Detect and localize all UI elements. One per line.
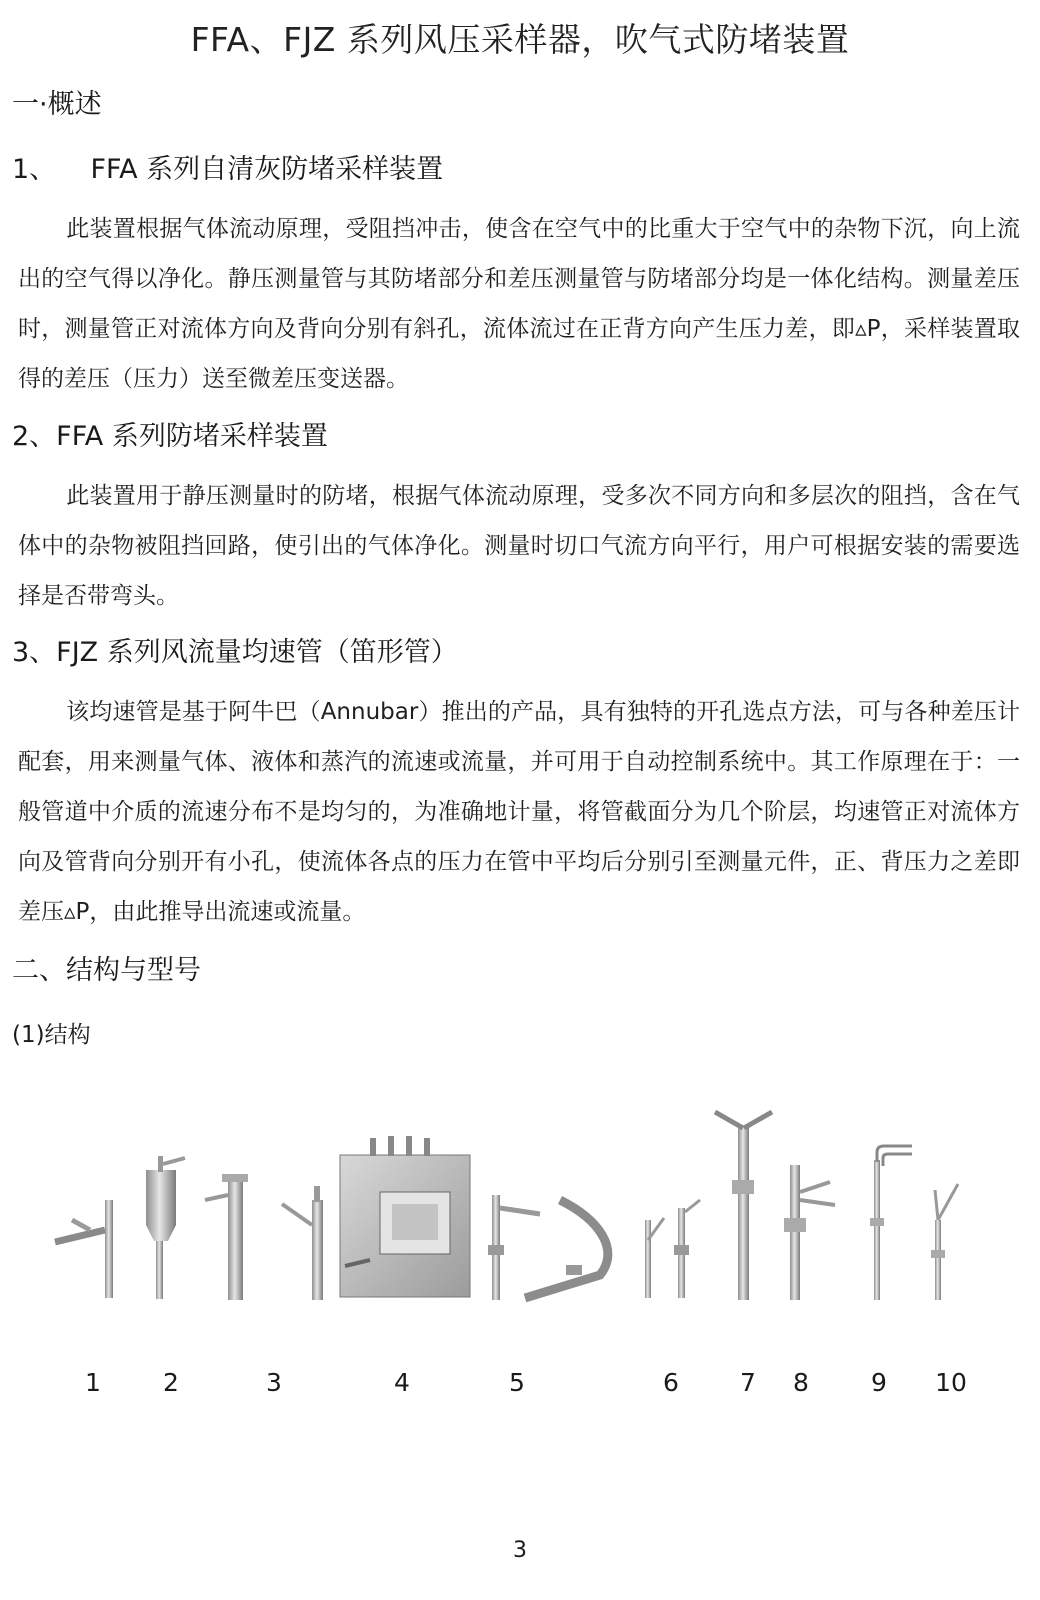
item-heading-2: 2、FFA 系列防堵采样装置 [12,421,328,452]
figure-label-3: 3 [266,1368,282,1397]
figure-label-7: 7 [740,1368,756,1397]
item-paragraph-1 [18,204,1020,404]
sampler-9-shape [870,1146,912,1300]
figure-label-1: 1 [85,1368,101,1397]
structure-subheading: (1)结构 [12,1022,91,1048]
sampler-10-shape [931,1184,958,1300]
product-illustration [0,1100,1040,1320]
figure-label-6: 6 [663,1368,679,1397]
section-heading-structure: 二、结构与型号 [12,955,201,986]
item-text-1: 此装置根据气体流动原理，受阻挡冲击，使含在空气中的比重大于空气中的杂物下沉，向上流出的空气得以净化。静压测量管与其防堵部分和差压测量管与防堵部分均是一体化结构。测量差压时，测量管正对流体方向及背向分别有斜孔，流体流过在正背方向产生压力差，即▵P，采样装置取得的差压（压力）送至微差压变送器。 [18,216,1020,392]
page-title: FFA、FJZ 系列风压采样器，吹气式防堵装置 [190,20,850,59]
page-number: 3 [513,1538,527,1563]
sampler-8-shape [784,1165,835,1300]
sampler-1-shape [55,1200,113,1298]
item-heading-1: 1、 FFA 系列自清灰防堵采样装置 [12,154,444,185]
item-heading-3: 3、FJZ 系列风流量均速管（笛形管） [12,637,458,668]
figure-label-4: 4 [394,1368,410,1397]
figure-label-10: 10 [935,1368,967,1397]
item-text-2: 此装置用于静压测量时的防堵，根据气体流动原理，受多次不同方向和多层次的阻挡，含在气体中的杂物被阻挡回路，使引出的气体净化。测量时切口气流方向平行，用户可根据安装的需要选择是否带弯头。 [18,483,1020,609]
item-paragraph-3 [18,687,1020,937]
sampler-6-shape [645,1200,700,1298]
figure-label-8: 8 [793,1368,809,1397]
product-figure [0,1100,1040,1320]
figure-label-5: 5 [509,1368,525,1397]
sampler-7-shape [715,1112,772,1300]
sampler-3-shape [205,1174,248,1300]
sampler-3b-shape [282,1186,323,1300]
sampler-4-box-shape [340,1136,470,1297]
figure-label-2: 2 [163,1368,179,1397]
figure-label-9: 9 [871,1368,887,1397]
figure-labels [0,1368,1040,1402]
section-heading-overview: 一·概述 [12,89,102,120]
item-text-3: 该均速管是基于阿牛巴（Annubar）推出的产品，具有独特的开孔选点方法，可与各种差压计配套，用来测量气体、液体和蒸汽的流速或流量，并可用于自动控制系统中。其工作原理在于：一般管道中介质的流速分布不是均匀的，为准确地计量，将管截面分为几个阶层，均速管正对流体方向及管背向分别开有小孔，使流体各点的压力在管中平均后分别引至测量元件，正、背压力之差即差压▵P，由此推导出流速或流量。 [18,699,1020,925]
sampler-5-shape [488,1195,608,1300]
item-paragraph-2 [18,471,1020,621]
sampler-2-shape [146,1156,185,1299]
